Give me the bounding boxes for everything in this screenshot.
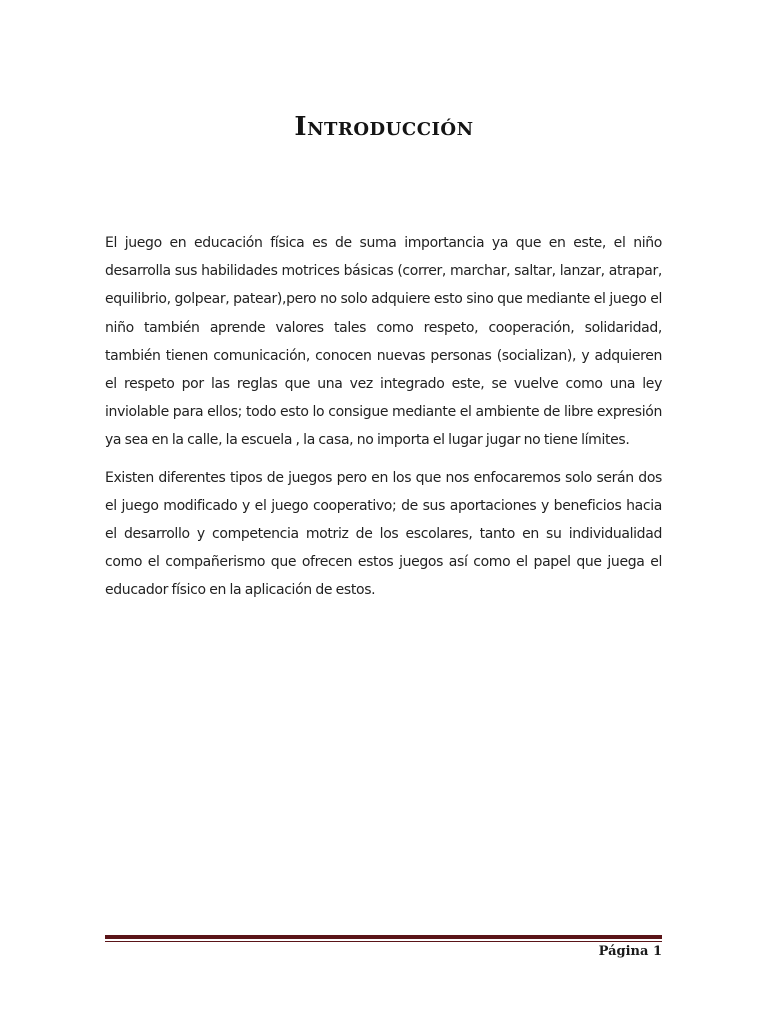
footer-rule-thin bbox=[105, 941, 662, 942]
paragraph-2: Existen diferentes tipos de juegos pero en los que nos enfocaremos solo serán dos el juego modificado y el juego cooperativo; de sus aportaciones y beneficios hacia el desarrollo y competencia motriz de los escolares, tanto en su individualidad como el compañerismo que ofrecen estos juegos así como el papel que juega el educador físico en la aplicación de estos. bbox=[105, 469, 662, 599]
paragraph-1: El juego en educación física es de suma importancia ya que en este, el niño desarrolla sus habilidades motrices básicas (correr, marchar, saltar, lanzar, atrapar, equilibrio, golpear, patear),pero no solo adquiere esto sino que mediante el juego el niño también aprende valores tales como respeto, cooperación, solidaridad, también tienen comunicación, conocen nuevas personas (socializan), y adquieren el respeto por las reglas que una vez integrado este, se vuelve como una ley inviolable para ellos; todo esto lo consigue mediante el ambiente de libre expresión ya sea en la calle, la escuela , la casa, no importa el lugar jugar no tiene límites. bbox=[105, 235, 662, 449]
body-text bbox=[105, 229, 662, 614]
footer-rule-thick bbox=[105, 935, 662, 939]
page-number: Página 1 bbox=[598, 944, 662, 959]
page-title: Introducción bbox=[294, 112, 474, 142]
